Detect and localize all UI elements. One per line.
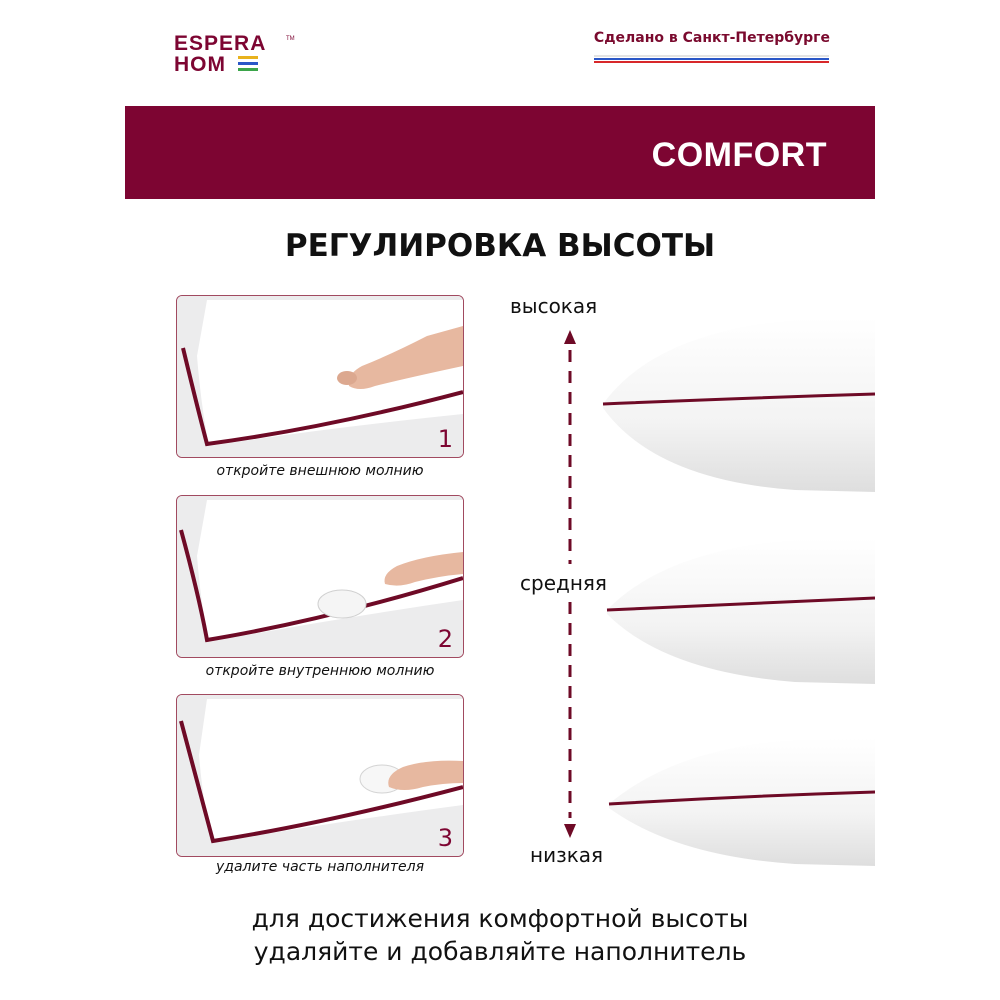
pillow-low-image: [595, 732, 875, 872]
banner-title: COMFORT: [651, 136, 827, 174]
pillow-high-image: [595, 312, 875, 498]
bottom-text-line-1: для достижения комфортной высоты: [251, 904, 749, 933]
bottom-text-line-2: удаляйте и добавляйте наполнитель: [253, 937, 747, 966]
page-title: РЕГУЛИРОВКА ВЫСОТЫ: [284, 228, 716, 264]
svg-text:ESPERA: ESPERA: [174, 32, 267, 55]
brand-logo: [174, 30, 324, 80]
step-card-2: [176, 495, 464, 658]
pillow-corner-image: [177, 296, 463, 457]
step-caption-3: удалите часть наполнителя: [215, 859, 424, 875]
svg-text:TM: TM: [286, 36, 295, 42]
step-caption-1: откройте внешнюю молнию: [216, 463, 424, 479]
step-number: 2: [437, 625, 453, 653]
scale-medium-label: средняя: [520, 571, 607, 595]
scale-arrow-down: [560, 600, 580, 840]
comfort-banner: [125, 106, 875, 199]
scale-low-label: низкая: [530, 843, 604, 867]
step-card-3: [176, 694, 464, 857]
step-card-1: [176, 295, 464, 458]
svg-text:HOM: HOM: [174, 53, 226, 76]
made-in-label: Сделано в Санкт-Петербурге: [593, 30, 830, 46]
flag-stripes: [594, 55, 829, 62]
pillow-corner-image: [177, 695, 463, 856]
pillow-medium-image: [595, 532, 875, 690]
step-number: 3: [437, 824, 453, 852]
pillow-corner-image: [177, 496, 463, 657]
step-number: 1: [437, 425, 453, 453]
scale-high-label: высокая: [510, 294, 598, 318]
step-caption-2: откройте внутреннюю молнию: [205, 663, 435, 679]
scale-arrow-up: [560, 328, 580, 568]
